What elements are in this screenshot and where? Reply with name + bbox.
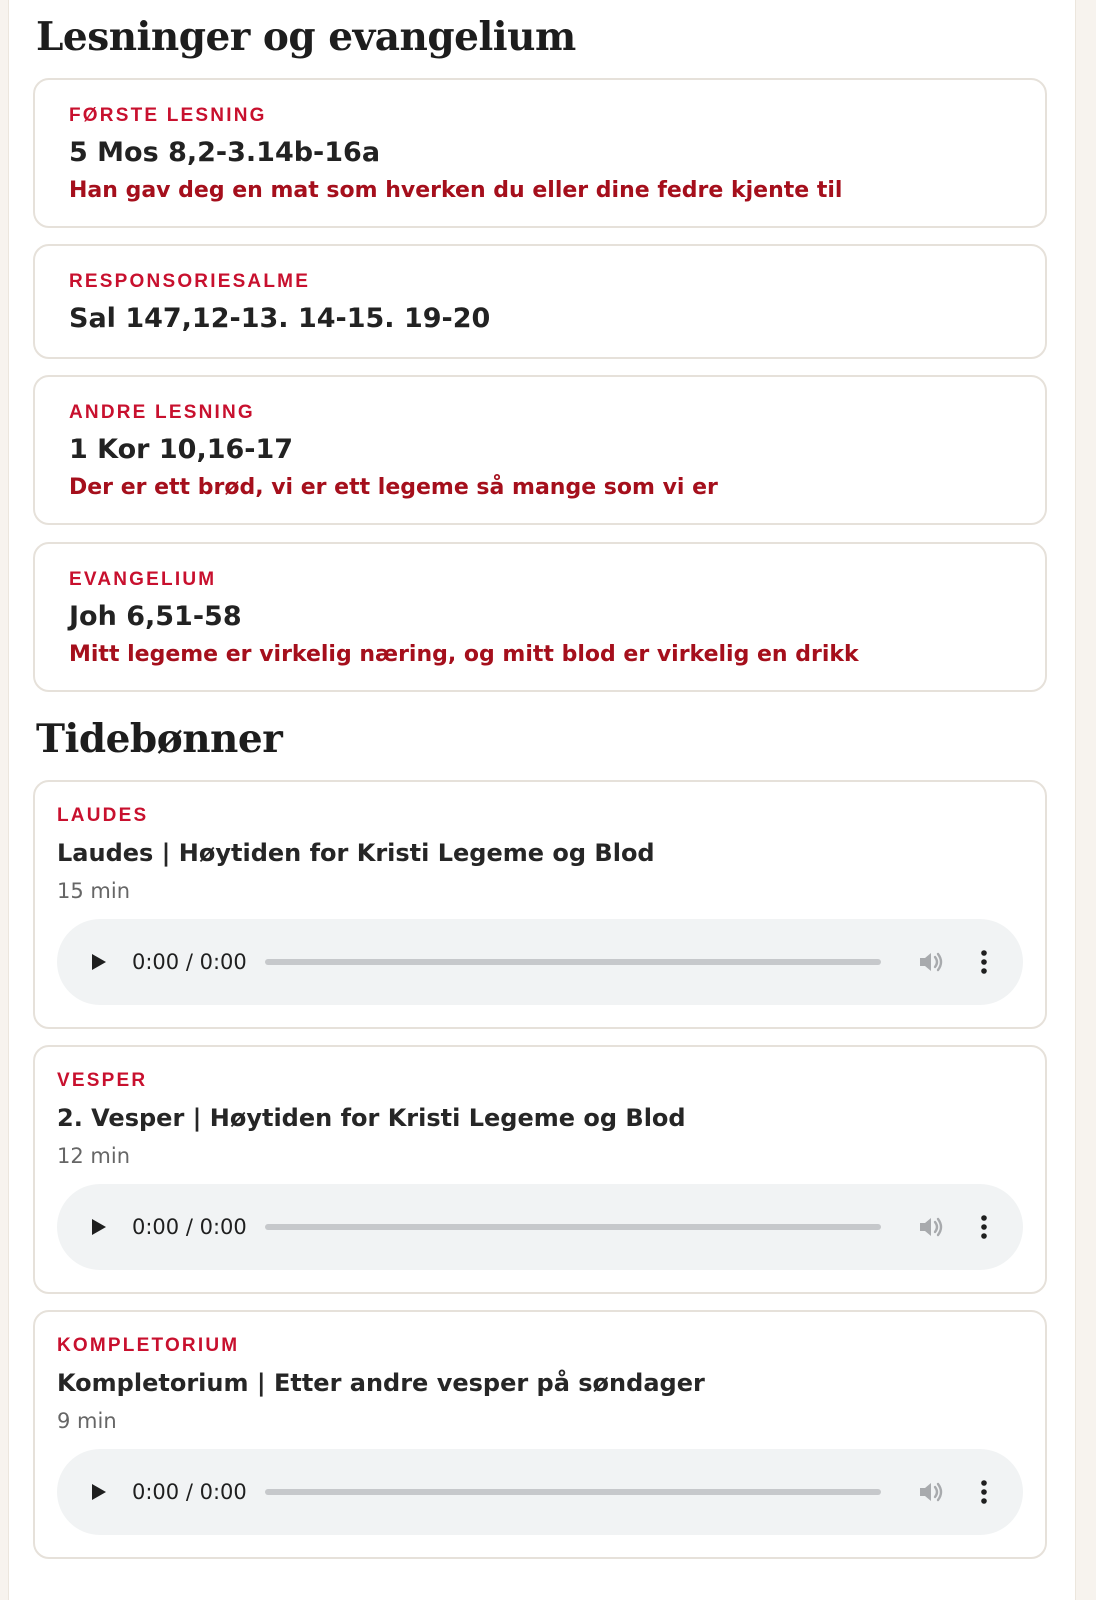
prayer-kicker: LAUDES [57, 805, 149, 826]
reading-card-psalm[interactable] [33, 244, 1047, 359]
reading-kicker: EVANGELIUM [69, 569, 217, 590]
reading-summary: Mitt legeme er virkelig næring, og mitt blod er virkelig en drikk [69, 642, 859, 667]
audio-seek-bar[interactable] [265, 1489, 881, 1495]
prayer-card-laudes [33, 780, 1047, 1029]
audio-player [57, 919, 1023, 1005]
reading-reference: Joh 6,51-58 [69, 601, 242, 632]
readings-section-title: Lesninger og evangelium [36, 14, 576, 60]
play-icon[interactable] [83, 1477, 113, 1507]
prayer-duration: 15 min [57, 879, 130, 903]
reading-card-second[interactable] [33, 375, 1047, 525]
reading-kicker: FØRSTE LESNING [69, 105, 267, 126]
volume-icon[interactable] [915, 946, 947, 978]
reading-kicker: ANDRE LESNING [69, 402, 255, 423]
audio-time: 0:00 / 0:00 [132, 1215, 247, 1239]
audio-player [57, 1184, 1023, 1270]
prayer-kicker: VESPER [57, 1070, 148, 1091]
reading-card-first[interactable] [33, 78, 1047, 228]
prayer-duration: 12 min [57, 1144, 130, 1168]
prayer-kicker: KOMPLETORIUM [57, 1335, 240, 1356]
prayer-title[interactable]: 2. Vesper | Høytiden for Kristi Legeme og Blod [57, 1104, 686, 1132]
volume-icon[interactable] [915, 1476, 947, 1508]
volume-icon[interactable] [915, 1211, 947, 1243]
reading-summary: Han gav deg en mat som hverken du eller dine fedre kjente til [69, 178, 843, 203]
more-vertical-icon[interactable] [969, 946, 999, 978]
play-icon[interactable] [83, 1212, 113, 1242]
page [8, 0, 1076, 1600]
audio-player [57, 1449, 1023, 1535]
reading-summary: Der er ett brød, vi er ett legeme så mange som vi er [69, 475, 718, 500]
audio-seek-bar[interactable] [265, 959, 881, 965]
audio-time: 0:00 / 0:00 [132, 1480, 247, 1504]
reading-card-gospel[interactable] [33, 542, 1047, 692]
prayer-card-vesper [33, 1045, 1047, 1294]
prayer-title[interactable]: Kompletorium | Etter andre vesper på søndager [57, 1369, 705, 1397]
reading-reference: 1 Kor 10,16-17 [69, 434, 294, 465]
reading-kicker: RESPONSORIESALME [69, 271, 311, 292]
reading-reference: 5 Mos 8,2-3.14b-16a [69, 137, 381, 168]
prayer-title[interactable]: Laudes | Høytiden for Kristi Legeme og Blod [57, 839, 655, 867]
audio-seek-bar[interactable] [265, 1224, 881, 1230]
more-vertical-icon[interactable] [969, 1211, 999, 1243]
audio-time: 0:00 / 0:00 [132, 950, 247, 974]
play-icon[interactable] [83, 947, 113, 977]
prayer-duration: 9 min [57, 1409, 117, 1433]
more-vertical-icon[interactable] [969, 1476, 999, 1508]
reading-reference: Sal 147,12-13. 14-15. 19-20 [69, 303, 491, 334]
prayer-card-kompletorium [33, 1310, 1047, 1559]
prayers-section-title: Tidebønner [36, 716, 283, 762]
